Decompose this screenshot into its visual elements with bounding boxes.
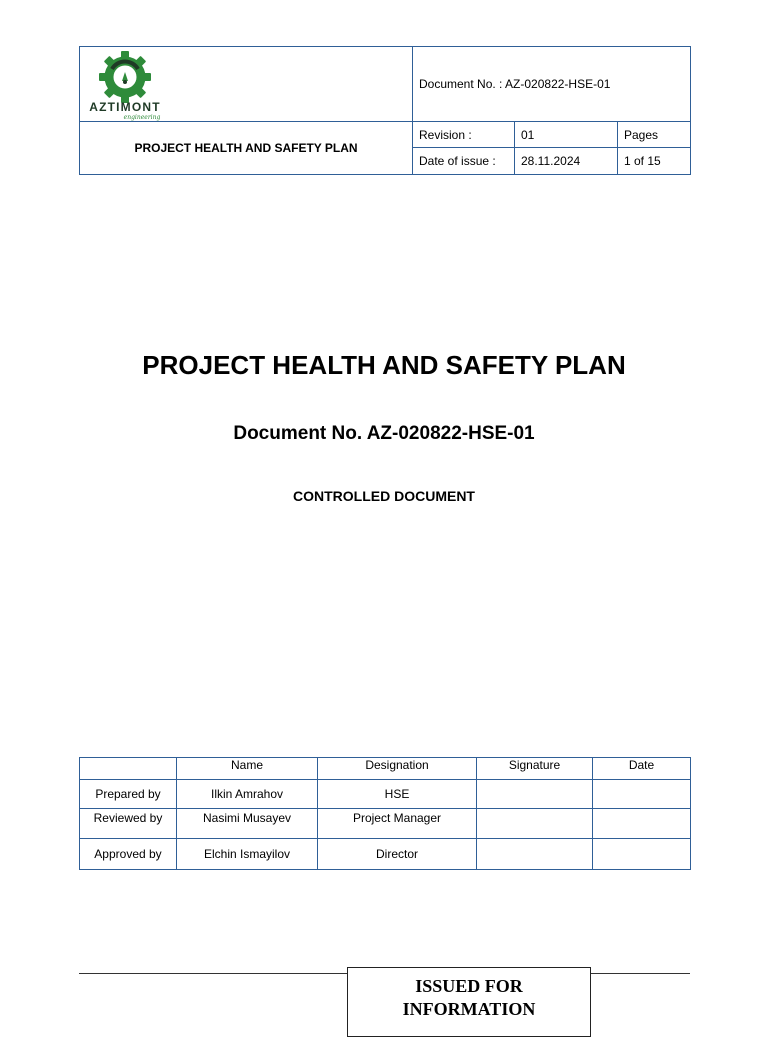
row-name: Ilkin Amrahov bbox=[177, 780, 318, 809]
col-header-role bbox=[80, 758, 177, 780]
logo-cell bbox=[80, 47, 413, 122]
controlled-document-label: CONTROLLED DOCUMENT bbox=[293, 488, 475, 504]
table-row bbox=[80, 780, 691, 809]
row-signature bbox=[477, 780, 593, 809]
issued-for-information-stamp: ISSUED FOR INFORMATION bbox=[347, 967, 591, 1037]
header-title: PROJECT HEALTH AND SAFETY PLAN bbox=[80, 122, 413, 175]
row-role: Prepared by bbox=[80, 780, 177, 809]
aztimont-logo bbox=[86, 49, 166, 121]
row-designation: HSE bbox=[318, 780, 477, 809]
row-signature bbox=[477, 839, 593, 870]
table-row bbox=[80, 809, 691, 839]
row-signature bbox=[477, 809, 593, 839]
revision-label: Revision : bbox=[413, 122, 515, 148]
row-designation: Director bbox=[318, 839, 477, 870]
row-date bbox=[593, 809, 691, 839]
row-role: Approved by bbox=[80, 839, 177, 870]
row-name: Elchin Ismayilov bbox=[177, 839, 318, 870]
date-label: Date of issue : bbox=[413, 148, 515, 175]
col-header-name: Name bbox=[177, 758, 318, 780]
col-header-designation: Designation bbox=[318, 758, 477, 780]
pages-value: 1 of 15 bbox=[618, 148, 691, 175]
row-role: Reviewed by bbox=[80, 809, 177, 839]
revision-value: 01 bbox=[515, 122, 618, 148]
row-designation: Project Manager bbox=[318, 809, 477, 839]
row-date bbox=[593, 780, 691, 809]
row-date bbox=[593, 839, 691, 870]
header-table bbox=[79, 46, 691, 175]
signoff-table bbox=[79, 757, 691, 870]
pages-label: Pages bbox=[618, 122, 691, 148]
logo-text: AZTIMONT bbox=[89, 100, 161, 114]
page-title: PROJECT HEALTH AND SAFETY PLAN bbox=[142, 350, 626, 380]
logo-subtext: engineering bbox=[123, 114, 161, 121]
col-header-signature: Signature bbox=[477, 758, 593, 780]
col-header-date: Date bbox=[593, 758, 691, 780]
date-value: 28.11.2024 bbox=[515, 148, 618, 175]
signoff-header-row bbox=[80, 758, 691, 780]
table-row bbox=[80, 839, 691, 870]
row-name: Nasimi Musayev bbox=[177, 809, 318, 839]
header-document-no: Document No. : AZ-020822-HSE-01 bbox=[413, 47, 691, 122]
document-number: Document No. AZ-020822-HSE-01 bbox=[233, 423, 535, 444]
